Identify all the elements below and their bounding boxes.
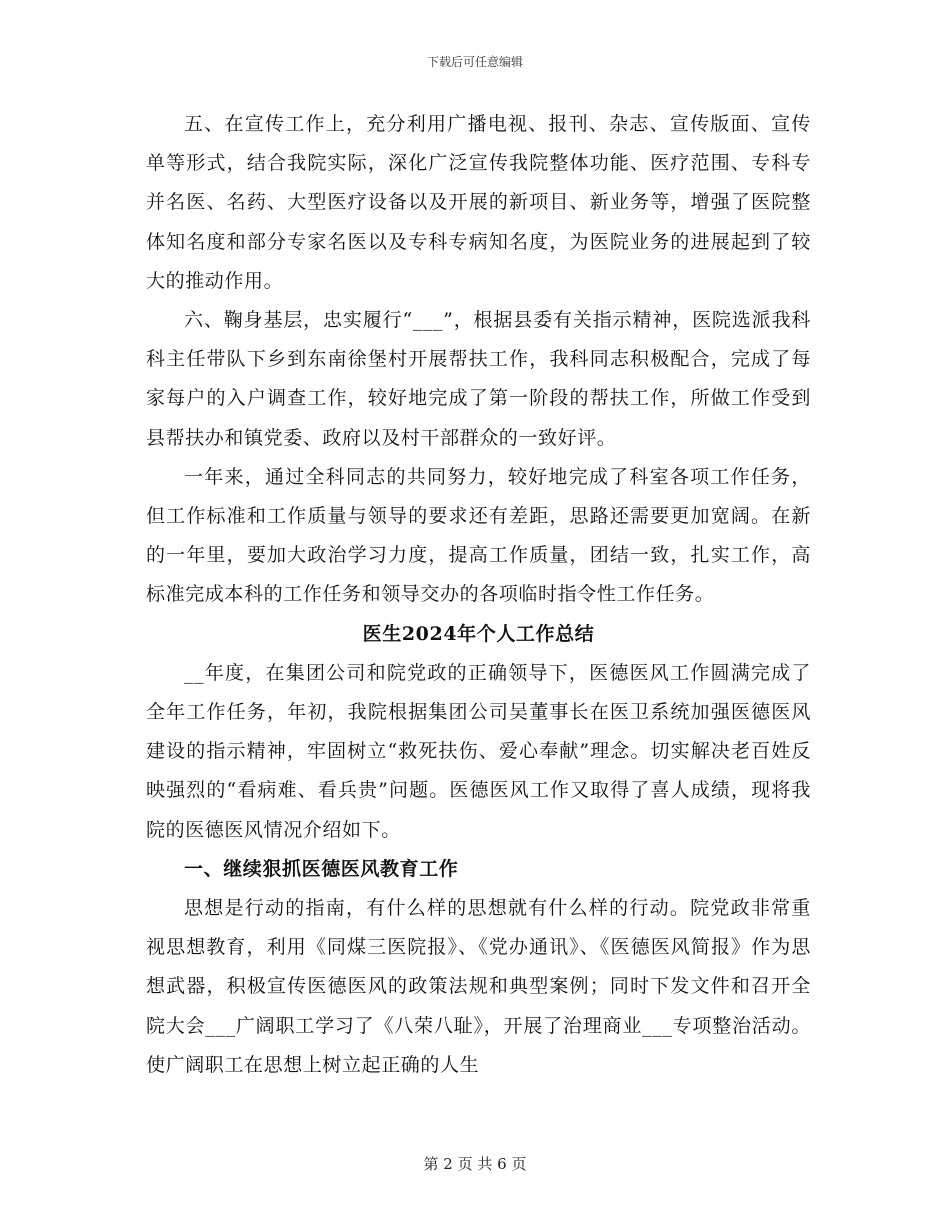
paragraph-annual-overview: __年度，在集团公司和院党政的正确领导下，医德医风工作圆满完成了全年工作任务，年初，我院根据集团公司吴董事长在医卫系统加强医德医风建设的指示精神，牢固树立“救死扶伤、爱心奉献”理念。切实解决老百姓反映强烈的“看病难、看兵贵”问题。医德医风工作又取得了喜人成绩，现将我院的医德医风情况介绍如下。 [146,661,811,841]
paragraph-publicity-work: 五、在宣传工作上，充分利用广播电视、报刊、杂志、宣传版面、宣传单等形式，结合我院实际，深化广泛宣传我院整体功能、医疗范围、专科专并名医、名药、大型医疗设备以及开展的新项目、新业务等，增强了医院整体知名度和部分专家名医以及专科专病知名度，为医院业务的进展起到了较大的推动作用。 [146,113,811,292]
paragraph-grassroots-support: 六、鞠身基层，忠实履行“___”，根据县委有关指示精神，医院选派我科科主任带队下乡到东南徐堡村开展帮扶工作，我科同志积极配合，完成了每家每户的入户调查工作，较好地完成了第一阶段的帮扶工作，所做工作受到县帮扶办和镇党委、政府以及村干部群众的一致好评。 [146,309,811,449]
section-heading-education: 一、继续狠抓医德医风教育工作 [184,857,459,880]
page-header-note: 下载后可任意编辑 [426,55,523,69]
document-title: 医生2024年个人工作总结 [362,622,595,645]
paragraph-year-summary: 一年来，通过全科同志的共同努力，较好地完成了科室各项工作任务，但工作标准和工作质量与领导的要求还有差距，思路还需要更加宽阔。在新的一年里，要加大政治学习力度，提高工作质量，团结一致，扎实工作，高标准完成本科的工作任务和领导交办的各项临时指令性工作任务。 [146,465,811,606]
paragraph-ideological-education: 思想是行动的指南，有什么样的思想就有什么样的行动。院党政非常重视思想教育，利用《同煤三医院报》、《党办通讯》、《医德医风简报》作为思想武器，积极宣传医德医风的政策法规和典型案例；同时下发文件和召开全院大会___广阔职工学习了《八荣八耻》，开展了治理商业___专项整治活动。使广阔职工在思想上树立起正确的人生 [146,897,811,1076]
document-body [146,105,811,1085]
page-number: 第 2 页 共 6 页 [423,1155,527,1173]
